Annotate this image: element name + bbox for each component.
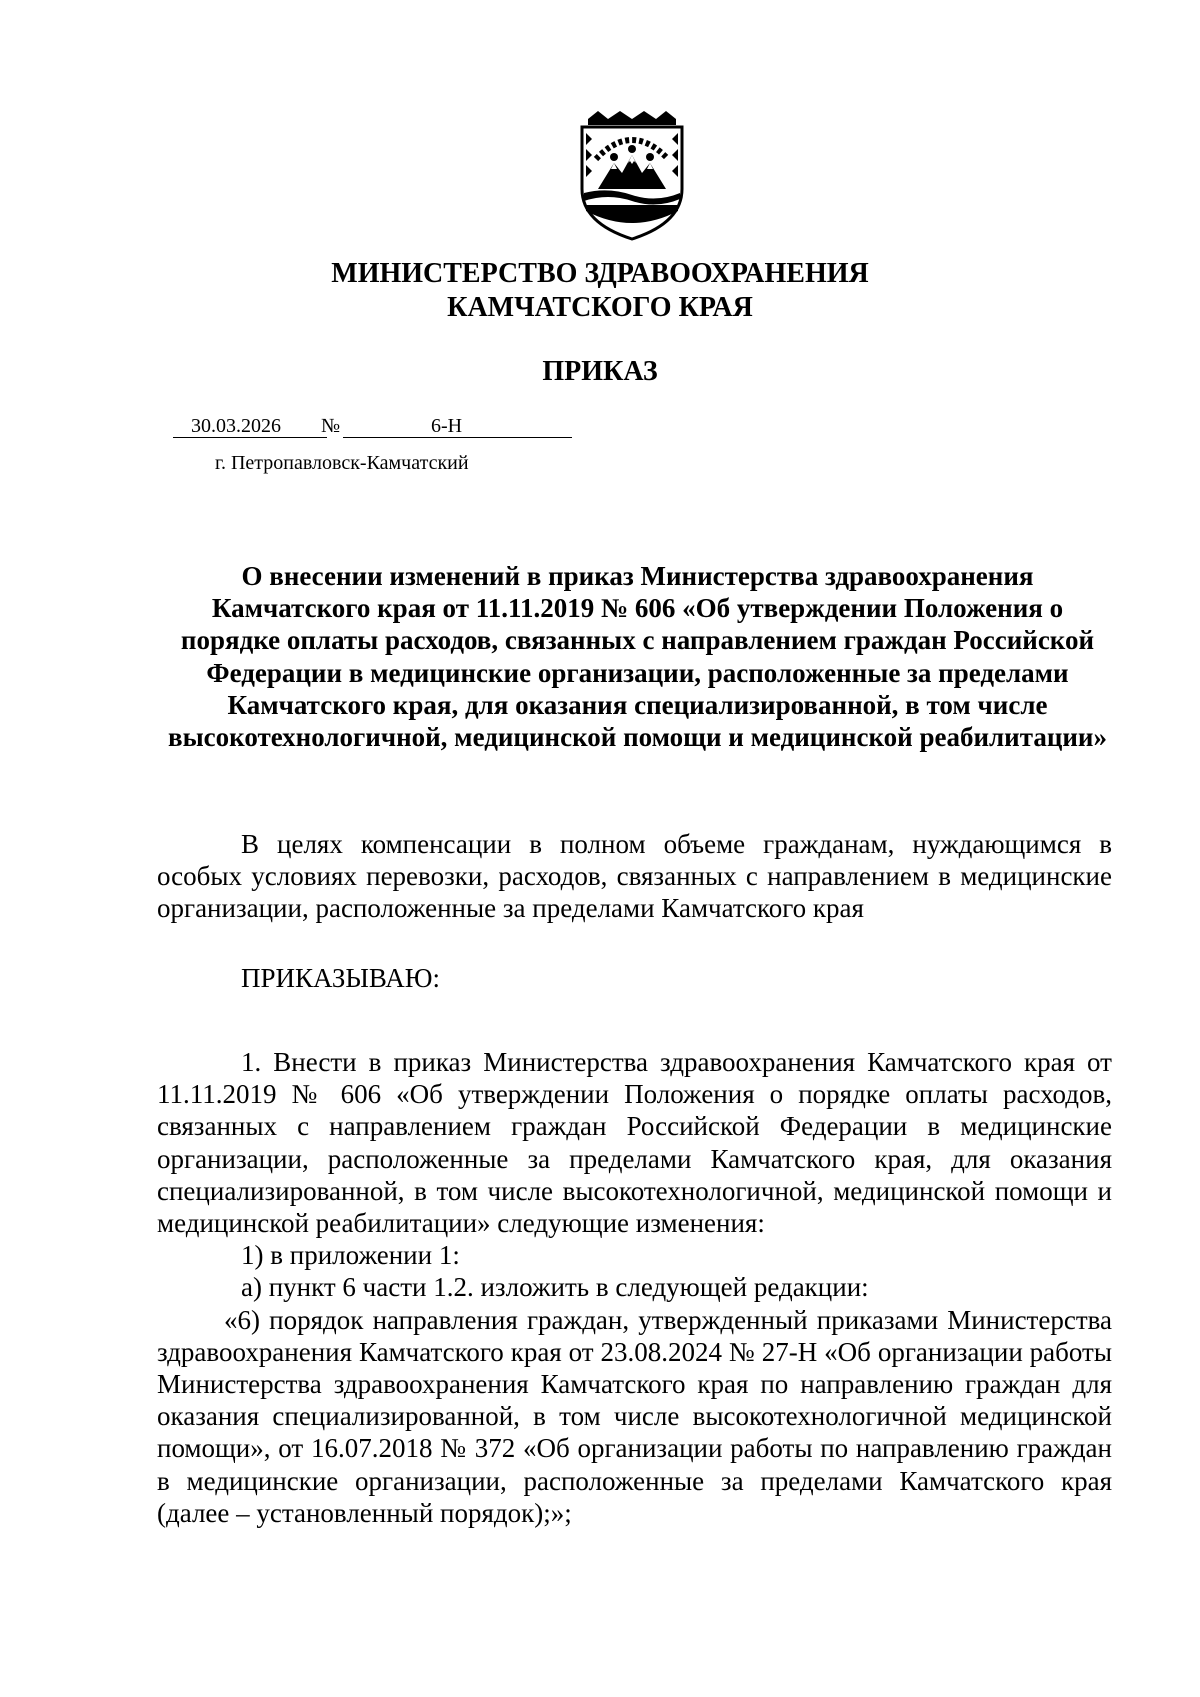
- registration-date: 30.03.2026: [191, 415, 281, 437]
- preamble-text: В целях компенсации в полном объеме гражданам, нуждающимся в особых условиях перевозки, расходов, связанных с направлением в медицинские организации, расположенные за пределами Камчатского края: [157, 829, 1112, 924]
- order-item-1-1-a-text: «6) порядок направления граждан, утвержденный приказами Министерства здравоохранения Камчатского края от 23.08.2024 № 27-Н «Об организации работы Министерства здравоохранения Камчатского края по направлению граждан для оказания специализированной, в том числе высокотехнологичной медицинской помощи», от 16.07.2018 № 372 «Об организации работы по направлению граждан в медицинские организации, расположенные за пределами Камчатского края (далее – установленный порядок);»;: [157, 1304, 1112, 1528]
- order-item-1-1: 1) в приложении 1:: [241, 1240, 460, 1271]
- number-sign: №: [321, 415, 341, 437]
- coat-of-arms-icon: [578, 111, 686, 241]
- order-item-1: 1. Внести в приказ Министерства здравоохранения Камчатского края от 11.11.2019 № 606 «Об утверждении Положения о порядке оплаты расходов, связанных с направлением граждан Российской Федерации в медицинские организации, расположенные за пределами Камчатского края, для оказания специализированной, в том числе высокотехнологичной, медицинской помощи и медицинской реабилитации» следующие изменения:: [157, 1047, 1112, 1239]
- ministry-name-line2: КАМЧАТСКОГО КРАЯ: [447, 292, 753, 323]
- order-items: [157, 1046, 1112, 1529]
- document-subject: О внесении изменений в приказ Министерства здравоохранения Камчатского края от 11.11.2019 № 606 «Об утверждении Положения о порядке оплаты расходов, связанных с направлением граждан Российской Федерации в медицинские организации, расположенные за пределами Камчатского края, для оказания специализированной, в том числе высокотехнологичной, медицинской помощи и медицинской реабилитации»: [167, 561, 1107, 753]
- ministry-name-line1: МИНИСТЕРСТВО ЗДРАВООХРАНЕНИЯ: [331, 258, 869, 289]
- order-item-1-1-a: а) пункт 6 части 1.2. изложить в следующей редакции:: [241, 1272, 869, 1303]
- city: г. Петропавловск-Камчатский: [215, 452, 469, 474]
- preamble: [157, 828, 1112, 925]
- ministry-name: [0, 257, 1200, 325]
- order-word: ПРИКАЗЫВАЮ:: [241, 963, 440, 993]
- document-type: ПРИКАЗ: [542, 356, 658, 387]
- registration-number: 6-Н: [431, 415, 463, 437]
- order-word-block: [157, 962, 1112, 994]
